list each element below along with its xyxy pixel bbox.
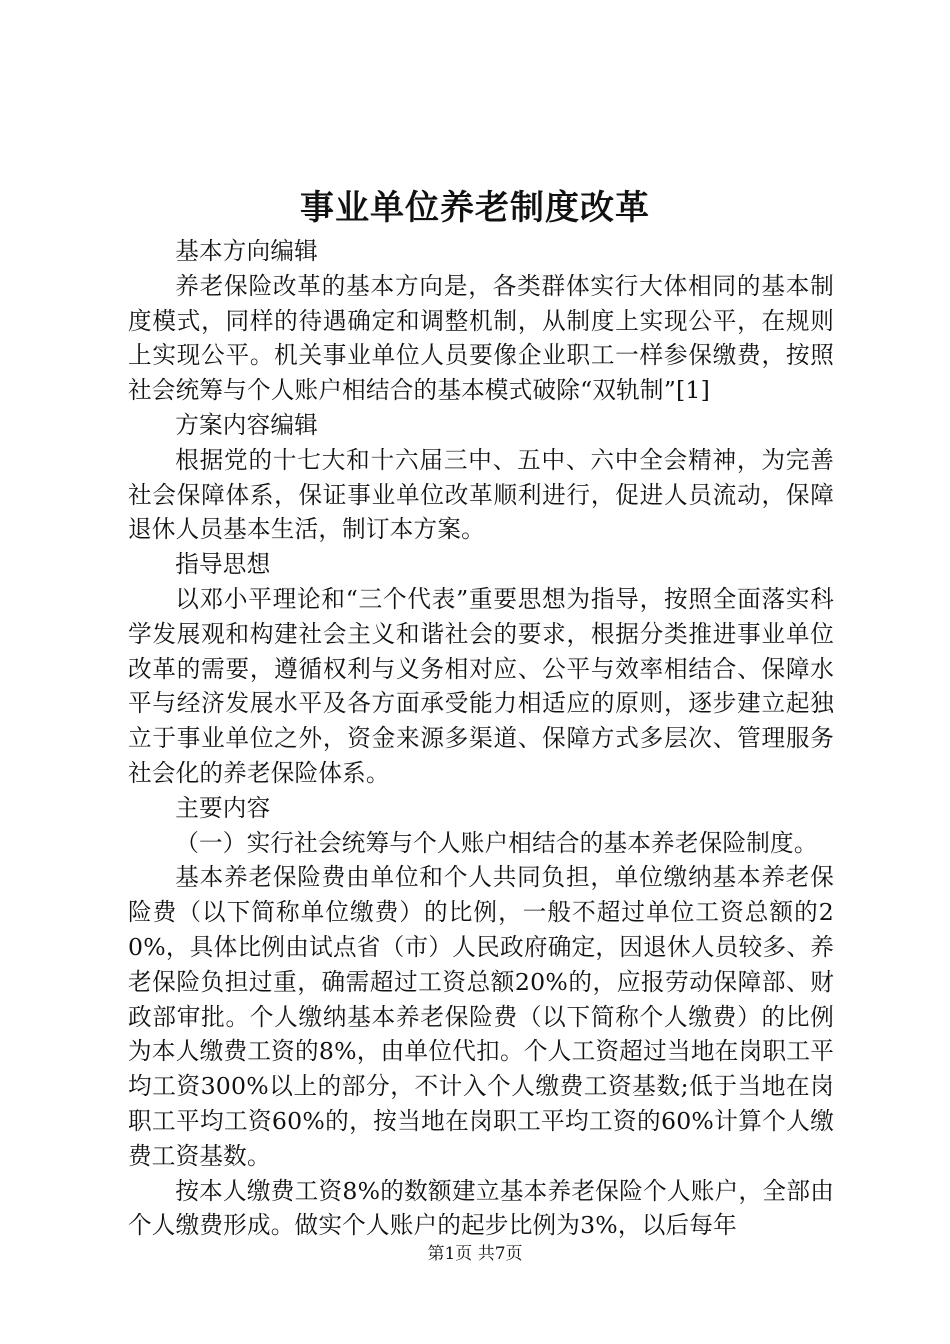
document-body bbox=[128, 234, 834, 1243]
paragraph-personal-account: 按本人缴费工资8%的数额建立基本养老保险个人账户，全部由个人缴费形成。做实个人账户的起步比例为3%，以后每年 bbox=[128, 1176, 834, 1240]
paragraph-contribution-rules: 基本养老保险费由单位和个人共同负担，单位缴纳基本养老保险费（以下简称单位缴费）的比例，一般不超过单位工资总额的20%，具体比例由试点省（市）人民政府确定，因退休人员较多、养老保险负担过重，确需超过工资总额20%的，应报劳动保障部、财政部审批。个人缴纳基本养老保险费（以下简称个人缴费）的比例为本人缴费工资的8%，由单位代扣。个人工资超过当地在岗职工平均工资300%以上的部分，不计入个人缴费工资基数;低于当地在岗职工平均工资60%的，按当地在岗职工平均工资的60%计算个人缴费工资基数。 bbox=[128, 863, 834, 1170]
paragraph-plan-content: 根据党的十七大和十六届三中、五中、六中全会精神，为完善社会保障体系，保证事业单位改革顺利进行，促进人员流动，保障退休人员基本生活，制订本方案。 bbox=[128, 445, 834, 544]
section-heading-plan-content: 方案内容编辑 bbox=[175, 410, 318, 439]
section-heading-guiding-thought: 指导思想 bbox=[175, 550, 271, 579]
section-heading-basic-direction: 基本方向编辑 bbox=[175, 237, 318, 265]
section-heading-main-content: 主要内容 bbox=[175, 793, 271, 822]
paragraph-item-one: （一）实行社会统筹与个人账户相结合的基本养老保险制度。 bbox=[175, 828, 818, 857]
document-title: 事业单位养老制度改革 bbox=[300, 188, 650, 228]
page-footer: 第1页 共7页 bbox=[427, 1244, 523, 1264]
paragraph-guiding-thought: 以邓小平理论和“三个代表”重要思想为指导，按照全面落实科学发展观和构建社会主义和谐社会的要求，根据分类推进事业单位改革的需要，遵循权利与义务相对应、公平与效率相结合、保障水平与经济发展水平及各方面承受能力相适应的原则，逐步建立起独立于事业单位之外，资金来源多渠道、保障方式多层次、管理服务社会化的养老保险体系。 bbox=[128, 584, 834, 787]
paragraph-basic-direction: 养老保险改革的基本方向是，各类群体实行大体相同的基本制度模式，同样的待遇确定和调整机制，从制度上实现公平，在规则上实现公平。机关事业单位人员要像企业职工一样参保缴费，按照社会统筹与个人账户相结合的基本模式破除“双轨制”[1] bbox=[128, 271, 834, 405]
